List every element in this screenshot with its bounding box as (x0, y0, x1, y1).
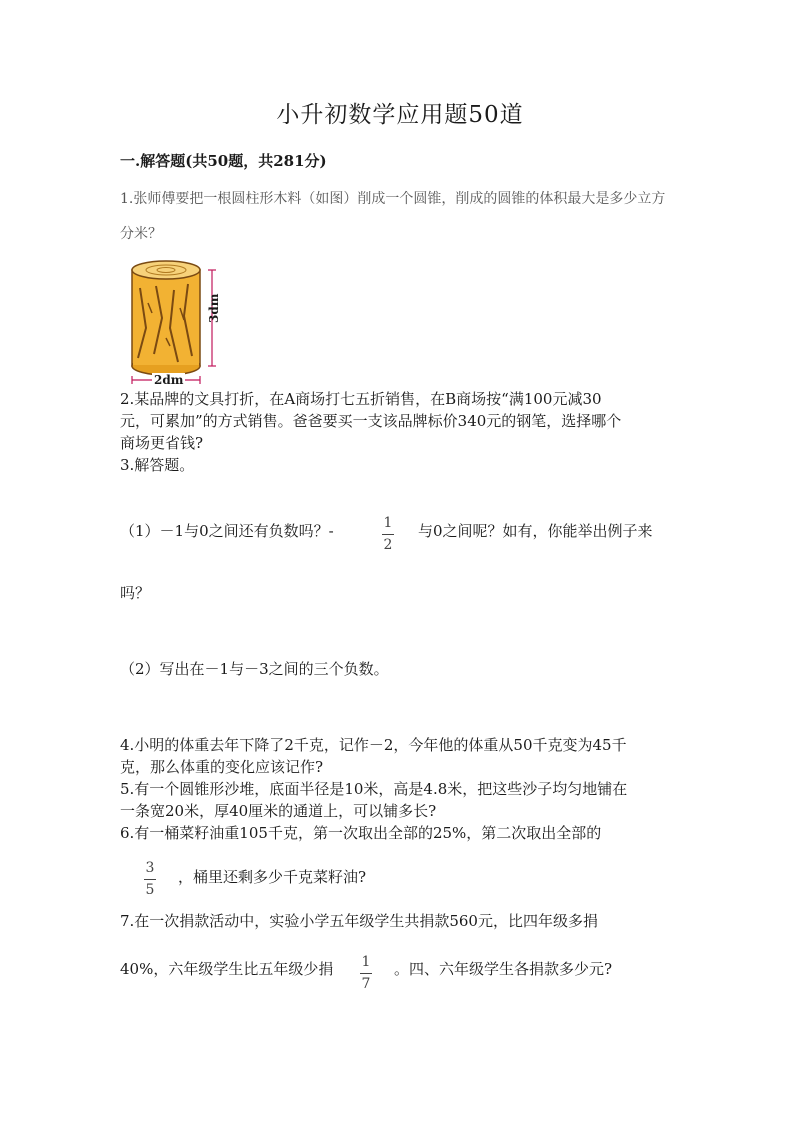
fraction-one-seventh (356, 954, 376, 993)
q4-line-1: 4.小明的体重去年下降了2千克，记作－2，今年他的体重从50千克变为45千 (120, 736, 627, 754)
q2-line-1: 2.某品牌的文具打折，在A商场打七五折销售，在B商场按“满100元减30 (120, 390, 602, 408)
fraction-denominator: 5 (145, 882, 155, 898)
cylinder-log-illustration (126, 258, 226, 388)
log-figure (126, 258, 226, 388)
fraction-bar (360, 973, 372, 974)
q3-part-1-a: （1）－1与0之间还有负数吗？- (120, 522, 334, 540)
q1-line-2: 分米？ (120, 226, 162, 242)
section-heading: 一.解答题(共50题，共281分) (120, 152, 327, 170)
q3-part-1-c: 吗？ (120, 584, 151, 602)
q7-line-2-a: 40%，六年级学生比五年级少捐 (120, 960, 334, 978)
q7-line-1: 7.在一次捐款活动中，实验小学五年级学生共捐款560元，比四年级多捐 (120, 912, 598, 930)
q1-line-1: 1.张师傅要把一根圆柱形木料（如图）削成一个圆锥，削成的圆锥的体积最大是多少立方 (120, 191, 666, 207)
q4-line-2: 克，那么体重的变化应该记作? (120, 758, 324, 776)
fraction-numerator: 1 (361, 954, 371, 970)
width-label: 2dm (154, 373, 184, 387)
q3-heading: 3.解答题。 (120, 456, 195, 474)
q5-line-2: 一条宽20米，厚40厘米的通道上，可以铺多长? (120, 802, 437, 820)
fraction-bar (382, 534, 394, 535)
q3-part-1-b: 与0之间呢？如有，你能举出例子来 (418, 522, 653, 540)
q7-line-2-b: 。四、六年级学生各捐款多少元? (394, 960, 613, 978)
fraction-denominator: 7 (361, 976, 371, 992)
q2-line-3: 商场更省钱? (120, 434, 204, 452)
q3-part-2: （2）写出在－1与－3之间的三个负数。 (120, 660, 389, 678)
fraction-denominator: 2 (383, 537, 393, 553)
height-label: 3dm (207, 293, 221, 323)
page-title: 小升初数学应用题50道 (276, 102, 524, 128)
fraction-three-fifths (140, 860, 160, 899)
q6-line-1: 6.有一桶菜籽油重105千克，第一次取出全部的25%，第二次取出全部的 (120, 824, 602, 842)
fraction-one-half (378, 515, 398, 554)
q5-line-1: 5.有一个圆锥形沙堆，底面半径是10米，高是4.8米，把这些沙子均匀地铺在 (120, 780, 628, 798)
q6-line-2: ，桶里还剩多少千克菜籽油? (178, 868, 367, 886)
fraction-numerator: 3 (145, 860, 155, 876)
q2-line-2: 元，可累加”的方式销售。爸爸要买一支该品牌标价340元的钢笔，选择哪个 (120, 412, 622, 430)
fraction-bar (144, 879, 156, 880)
fraction-numerator: 1 (383, 515, 393, 531)
